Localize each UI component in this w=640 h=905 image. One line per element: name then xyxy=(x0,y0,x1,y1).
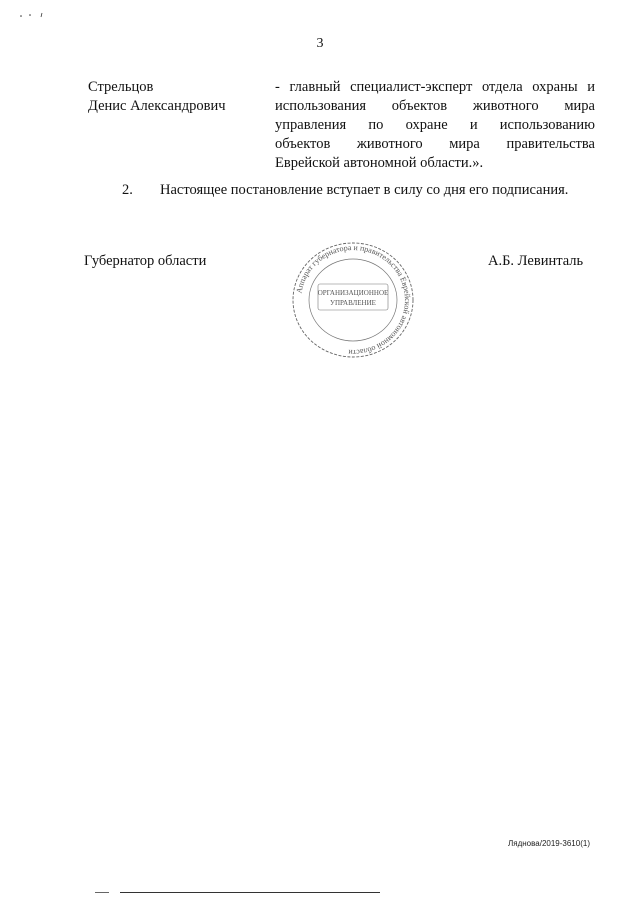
scan-artifact-marks xyxy=(18,12,48,18)
member-description-line: - главный специалист-эксперт отдела охраны и xyxy=(275,79,595,95)
stamp-center-line1: ОРГАНИЗАЦИОННОЕ xyxy=(317,289,389,297)
document-code: Ляднова/2019-3610(1) xyxy=(508,839,590,848)
member-surname: Стрельцов xyxy=(88,79,154,95)
member-name xyxy=(88,78,226,116)
item-text: Настоящее постановление вступает в силу со дня его подписания. xyxy=(160,182,569,198)
signatory-title: Губернатор области xyxy=(84,253,207,269)
footer-dash xyxy=(95,892,109,893)
member-description-line: использования объектов животного мира xyxy=(275,98,595,114)
official-stamp xyxy=(288,240,418,360)
member-description-line: объектов животного мира правительства xyxy=(275,136,595,152)
item-number: 2. xyxy=(122,182,133,198)
footer-line xyxy=(120,892,380,893)
member-description xyxy=(275,78,595,173)
signatory-name: А.Б. Левинталь xyxy=(488,253,584,269)
member-given-names: Денис Александрович xyxy=(88,98,226,114)
member-description-line: Еврейской автономной области.». xyxy=(275,155,484,171)
stamp-ring-text: Аппарат губернатора и правительства Еврейской автономной области xyxy=(294,242,413,358)
stamp-center-line2: УПРАВЛЕНИЕ xyxy=(330,299,376,307)
member-description-line: управления по охране и использованию xyxy=(275,117,595,133)
page-number: 3 xyxy=(316,36,324,51)
